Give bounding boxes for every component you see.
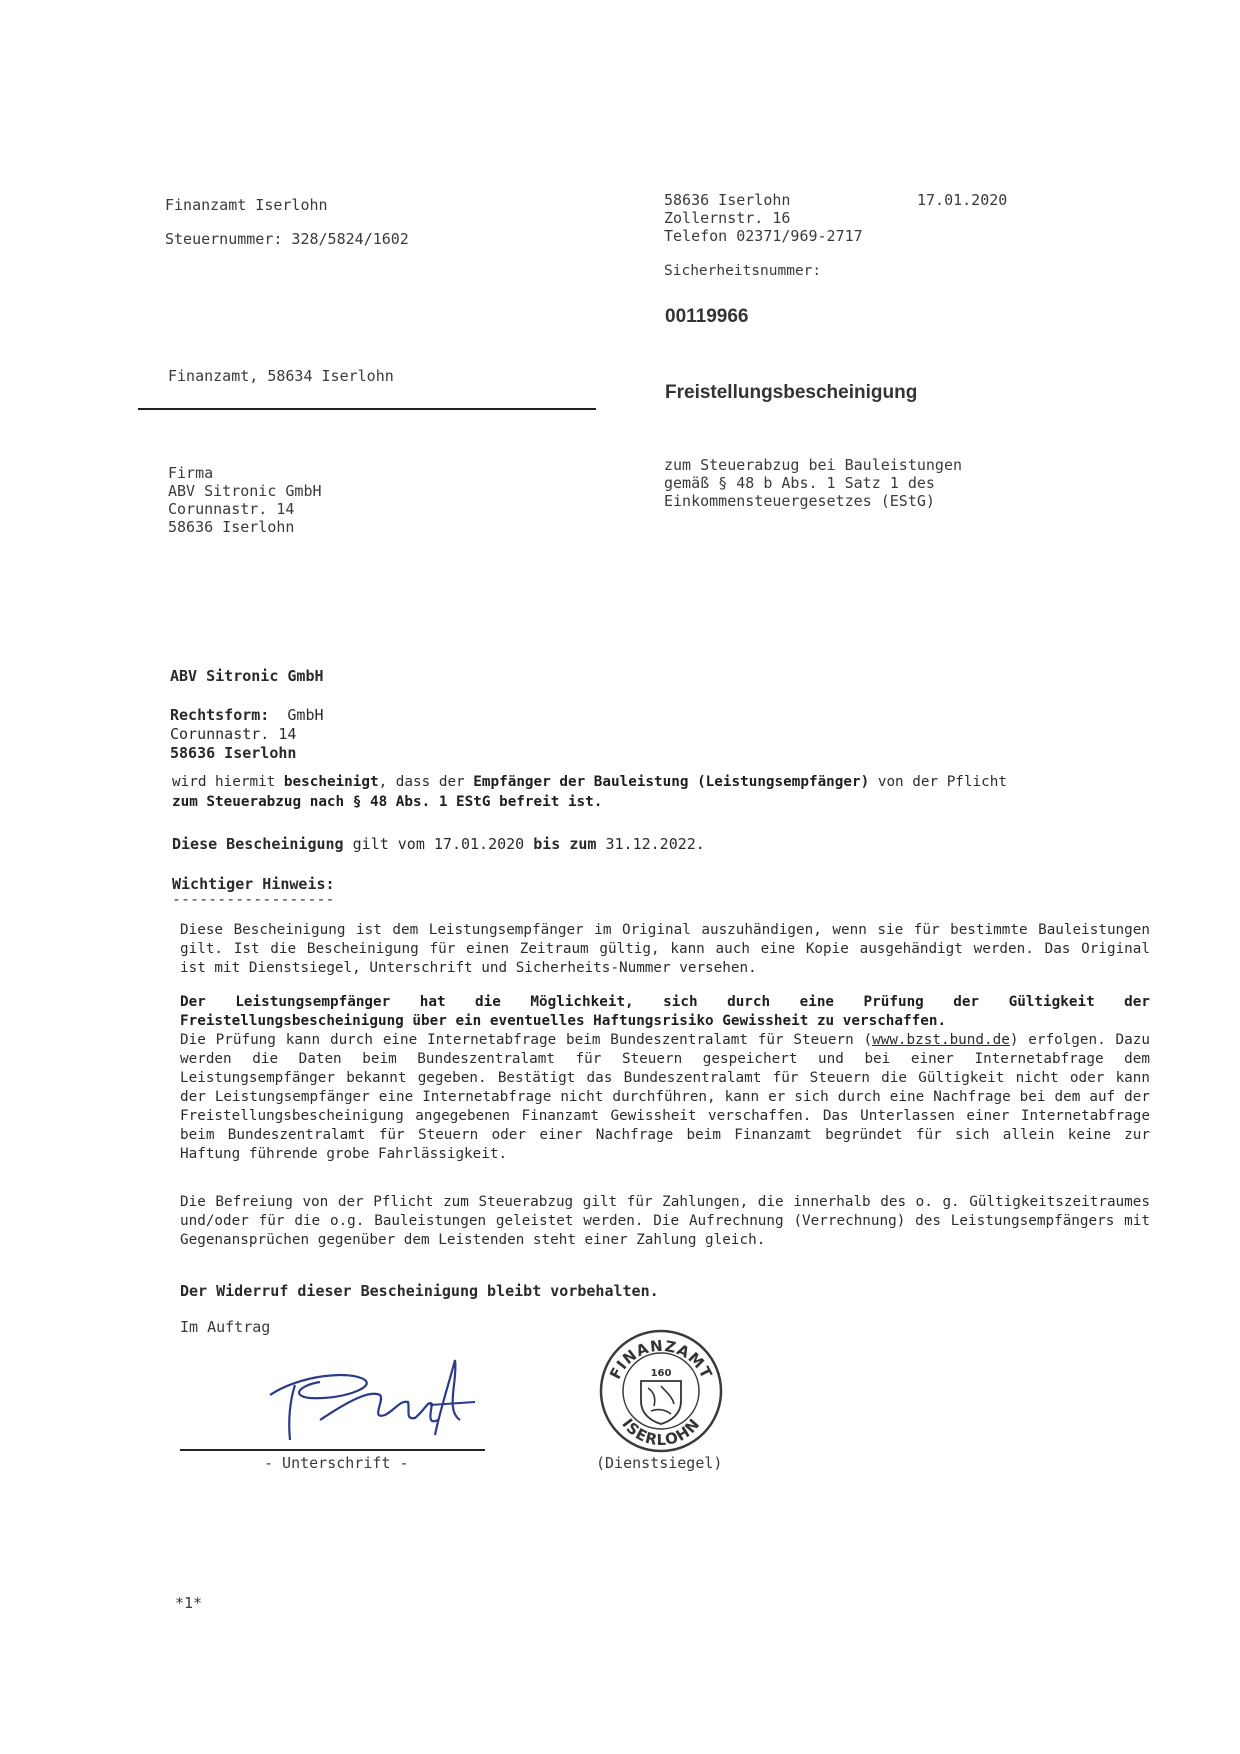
note-paragraph-3: Die Befreiung von der Pflicht zum Steuerabzug gilt für Zahlungen, die innerhalb des o. g. Gültigkeitszeitraumes und/oder für die o.g. Bauleistungen geleistet werden. Die Aufrechnung (Verrechnung) des Leistungsempfängers mit Gegenansprüchen gegenüber dem Leistenden steht einer Zahlung gleich.	[180, 1194, 1150, 1248]
valid-a: Diese Bescheinigung	[172, 835, 344, 853]
security-number: 00119966	[665, 306, 749, 327]
seal-caption: (Dienstsiegel)	[596, 1454, 723, 1472]
seal-top-text: FINANZAMT	[606, 1336, 716, 1383]
beneficiary-city: 58636 Iserlohn	[170, 744, 297, 762]
note-p2-a: Die Prüfung kann durch eine Internetabfrage beim Bundeszentralamt für Steuern (	[180, 1032, 873, 1048]
signature-caption: - Unterschrift -	[264, 1454, 409, 1472]
note-paragraph-1: Diese Bescheinigung ist dem Leistungsempfänger im Original auszuhändigen, wenn sie für bestimmte Bauleistungen gilt. Ist die Bescheinigung für einen Zeitraum gültig, kann auch eine Kopie ausgehändigt werden. Das Original ist mit Dienstsiegel, Unterschrift und Sicherheits-Nummer versehen.	[180, 922, 1150, 976]
signature-line	[180, 1449, 485, 1451]
page-marker: *1*	[175, 1594, 203, 1612]
tax-number: Steuernummer: 328/5824/1602	[165, 230, 409, 248]
legal-form-label: Rechtsform:	[170, 706, 270, 724]
note-heading: Wichtiger Hinweis:	[172, 875, 335, 893]
address-window-rule	[138, 408, 596, 410]
office-city: 58636 Iserlohn	[664, 191, 791, 209]
valid-d: 31.12.2022.	[605, 835, 705, 853]
handwritten-signature	[260, 1340, 490, 1450]
revocation-note: Der Widerruf dieser Bescheinigung bleibt vorbehalten.	[180, 1282, 659, 1300]
recipient-line-3: Corunnastr. 14	[168, 500, 295, 518]
recipient-line-1: Firma	[168, 464, 214, 482]
legal-form-value: GmbH	[287, 706, 324, 724]
official-seal	[596, 1326, 726, 1456]
note-paragraph-2	[180, 993, 1150, 1164]
office-phone: Telefon 02371/969-2717	[664, 227, 863, 245]
p1-a: wird hiermit	[172, 774, 276, 790]
seal-number: 160	[650, 1368, 672, 1379]
note-p2-bold: Der Leistungsempfänger hat die Möglichkeit, sich durch eine Prüfung der Gültigkeit der Freistellungsbescheinigung über ein eventuelles Haftungsrisiko Gewissheit zu verschaffen.	[180, 994, 1150, 1029]
note-p2-b: ) erfolgen. Dazu werden die Daten beim Bundeszentralamt für Steuern gespeichert und bei einer Internetabfrage dem Leistungsempfänger bekannt gegeben. Bestätigt das Bundeszentralamt für Steuern die Gültigkeit nicht oder kann der Leistungsempfänger eine Internetabfrage nicht durchführen, kann er sich durch eine Nachfrage bei dem auf der Freistellungsbescheinigung angegebenen Finanzamt Gewissheit verschaffen. Das Unterlassen einer Internetabfrage beim Bundeszentralamt für Steuern oder einer Nachfrage beim Finanzamt begründet für sich allein keine zur Haftung führende grobe Fahrlässigkeit.	[180, 1032, 1150, 1162]
beneficiary-name: ABV Sitronic GmbH	[170, 667, 324, 685]
validity-line	[172, 835, 705, 853]
return-address: Finanzamt, 58634 Iserlohn	[168, 367, 394, 385]
certificate-subtitle-3: Einkommensteuergesetzes (EStG)	[664, 492, 935, 510]
recipient-line-4: 58636 Iserlohn	[168, 518, 295, 536]
security-number-label: Sicherheitsnummer:	[664, 263, 822, 279]
beneficiary-street: Corunnastr. 14	[170, 725, 297, 743]
note-heading-underline: ------------------	[172, 890, 335, 908]
coat-of-arms-icon	[641, 1381, 681, 1424]
p1-d: Empfänger der Bauleistung (Leistungsempfänger)	[473, 774, 870, 790]
exemption-statement	[172, 772, 1150, 812]
p1-b: bescheinigt	[283, 774, 379, 790]
certificate-subtitle-2: gemäß § 48 b Abs. 1 Satz 1 des	[664, 474, 935, 492]
p1-c: , dass der	[378, 774, 465, 790]
certificate-subtitle-1: zum Steuerabzug bei Bauleistungen	[664, 456, 963, 474]
p1-f: zum Steuerabzug nach § 48 Abs. 1 EStG befreit ist.	[172, 794, 603, 810]
certificate-title: Freistellungsbescheinigung	[665, 382, 918, 403]
valid-c: bis zum	[533, 835, 597, 853]
seal-bottom-text: ISERLOHN	[618, 1414, 704, 1450]
beneficiary-legal-form-row	[170, 706, 324, 724]
valid-b: gilt vom 17.01.2020	[352, 835, 525, 853]
sender-office: Finanzamt Iserlohn	[165, 196, 328, 214]
office-street: Zollernstr. 16	[664, 209, 791, 227]
p1-e: von der Pflicht	[877, 774, 1007, 790]
bzst-link[interactable]: www.bzst.bund.de	[872, 1032, 1010, 1048]
recipient-line-2: ABV Sitronic GmbH	[168, 482, 322, 500]
on-behalf-label: Im Auftrag	[180, 1318, 271, 1336]
office-date: 17.01.2020	[917, 191, 1008, 209]
